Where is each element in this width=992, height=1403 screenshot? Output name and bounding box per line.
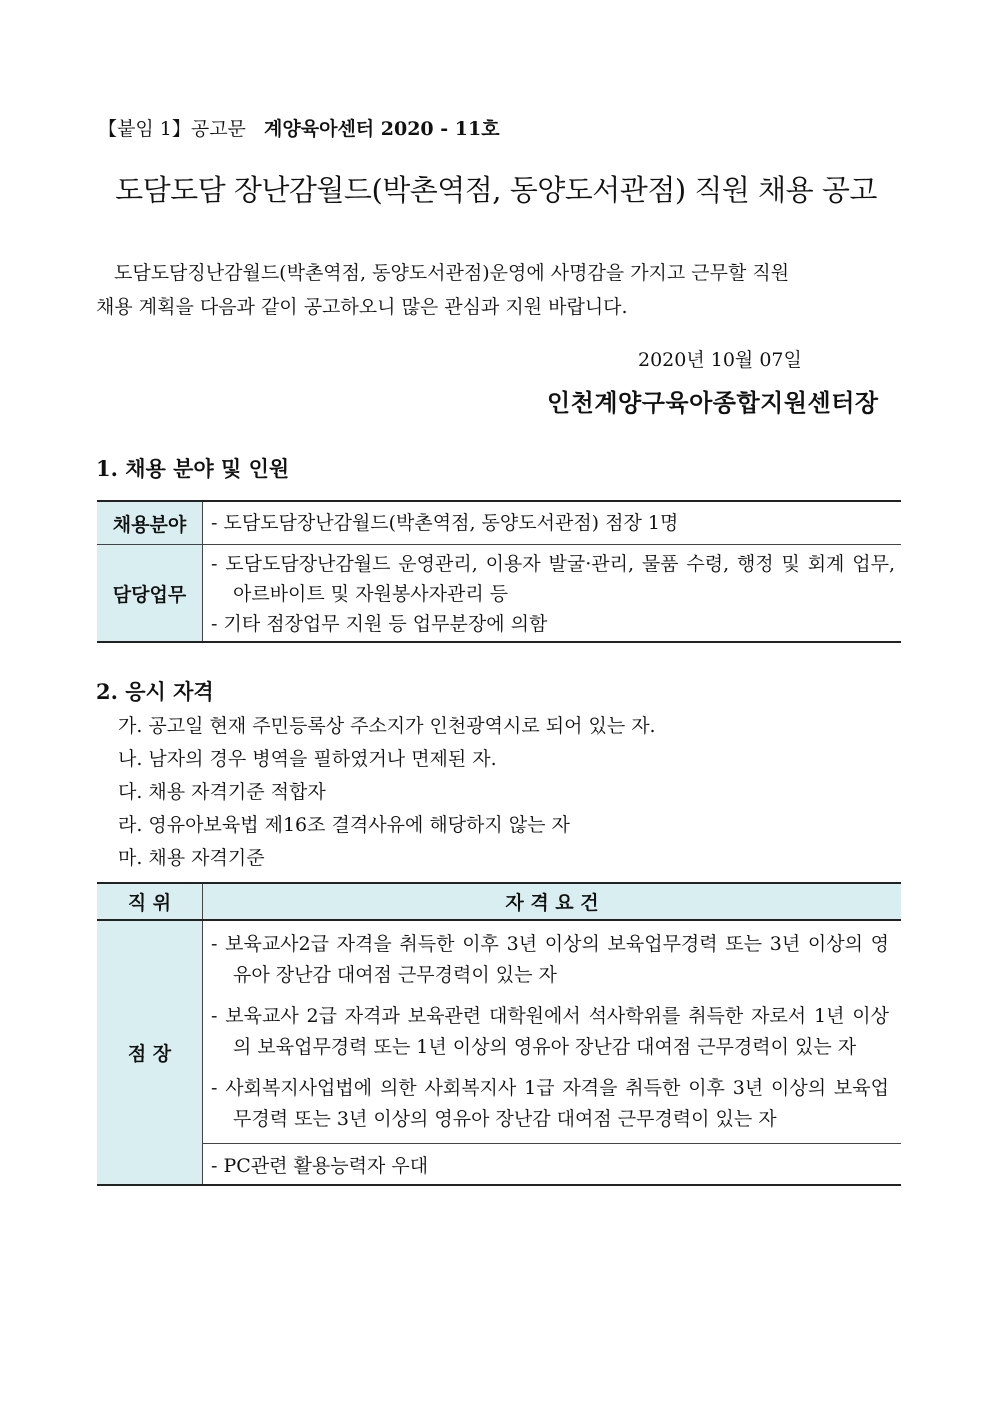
- requirement-item: - 사회복지사업법에 의한 사회복지사 1급 자격을 취득한 이후 3년 이상의 보육업무경력 또는 3년 이상의 영유아 장난감 대여점 근무경력이 있는 자: [211, 1077, 889, 1130]
- list-item: 라. 영유아보육법 제16조 결격사유에 해당하지 않는 자: [118, 814, 570, 836]
- table-row: [97, 920, 901, 1144]
- notice-date: 2020년 10월 07일: [638, 349, 802, 371]
- list-item: 마. 채용 자격기준: [118, 847, 265, 869]
- requirement-item: - 보육교사2급 자격을 취득한 이후 3년 이상의 보육업무경력 또는 3년 이상의 영유아 장난감 대여점 근무경력이 있는 자: [211, 933, 889, 986]
- signer: 인천계양구육아종합지원센터장: [547, 388, 879, 417]
- section-2-title: 2. 응시 자격: [96, 679, 214, 704]
- list-item: 가. 공고일 현재 주민등록상 주소지가 인천광역시로 되어 있는 자.: [118, 715, 656, 737]
- duty-line: - 도담도담장난감월드 운영관리, 이용자 발굴·관리, 물품 수령, 행정 및 회계 업무, 아르바이트 및 자원봉사자관리 등: [211, 553, 895, 605]
- list-item: 나. 남자의 경우 병역을 필하였거나 면제된 자.: [118, 748, 497, 770]
- row-body-duties: [203, 545, 902, 643]
- list-item: 다. 채용 자격기준 적합자: [118, 781, 326, 803]
- preference-cell: - PC관련 활용능력자 우대: [203, 1144, 902, 1186]
- page-title: 도담도담 장난감월드(박촌역점, 동양도서관점) 직원 채용 공고: [115, 173, 877, 207]
- row-head-field: 채용분야: [97, 501, 203, 545]
- field-line: - 도담도담장난감월드(박촌역점, 동양도서관점) 점장 1명: [211, 512, 679, 534]
- header-line: [98, 114, 500, 141]
- table-row: [97, 545, 901, 643]
- row-head-duties: 담당업무: [97, 545, 203, 643]
- intro-line-2: 채용 계획을 다음과 같이 공고하오니 많은 관심과 지원 바랍니다.: [96, 296, 628, 318]
- row-body-field: [203, 501, 902, 545]
- table-row: [97, 501, 901, 545]
- col-position-header: 직 위: [97, 883, 203, 920]
- table-header-row: [97, 883, 901, 920]
- notice-number: 계양육아센터 2020 - 11호: [264, 118, 500, 140]
- recruitment-table: [97, 500, 901, 643]
- section-1-title: 1. 채용 분야 및 인원: [96, 456, 290, 481]
- requirement-item: - 보육교사 2급 자격과 보육관련 대학원에서 석사학위를 취득한 자로서 1년 이상의 보육업무경력 또는 1년 이상의 영유아 장난감 대여점 근무경력이 있는 자: [211, 1005, 889, 1058]
- intro-paragraph: [96, 256, 902, 324]
- qualification-table: [97, 882, 901, 1186]
- attachment-label: 【붙임 1】공고문: [98, 118, 246, 140]
- position-cell: 점 장: [97, 920, 203, 1185]
- qualification-list: [118, 710, 656, 875]
- intro-line-1: 도담도담징난감월드(박촌역점, 동양도서관점)운영에 사명감을 가지고 근무할 직원: [114, 262, 790, 284]
- duty-line: - 기타 점장업무 지원 등 업무분장에 의함: [211, 613, 548, 635]
- requirements-cell: [203, 920, 902, 1144]
- col-requirements-header: 자 격 요 건: [203, 883, 902, 920]
- table-row: [97, 1144, 901, 1186]
